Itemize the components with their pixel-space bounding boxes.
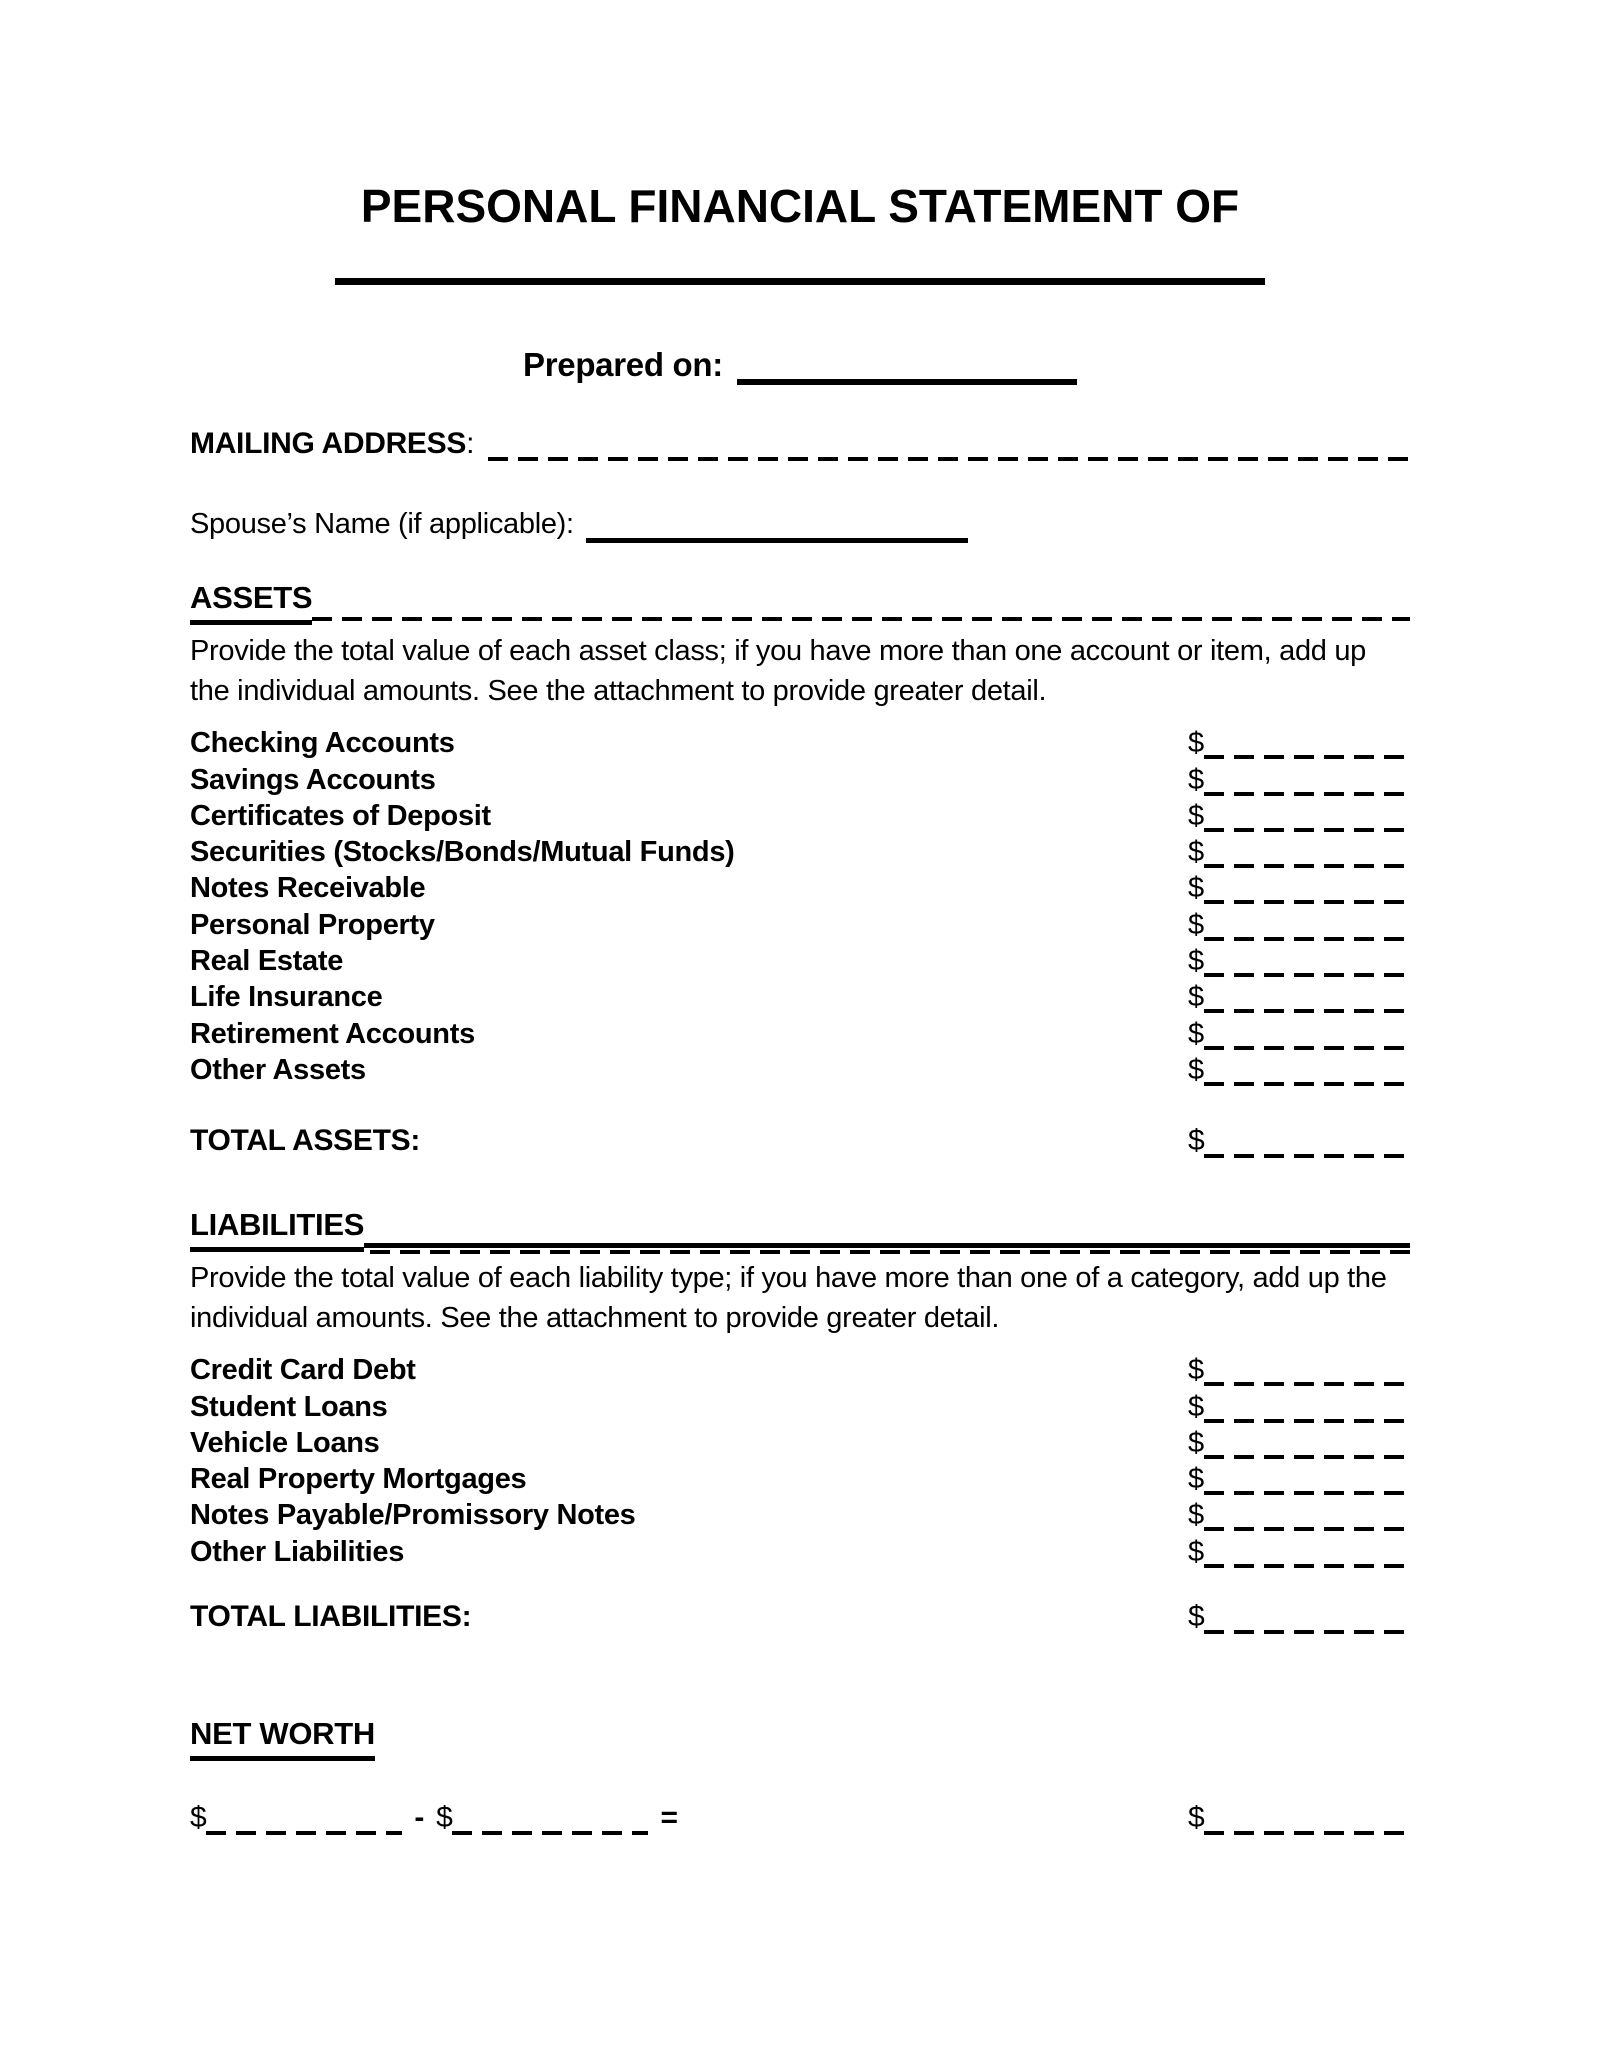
- liability-amount-blank[interactable]: [1204, 1427, 1410, 1461]
- liabilities-heading-label: LIABILITIES: [190, 1206, 364, 1252]
- assets-heading-rule: [312, 616, 1410, 621]
- net-worth-result-amount: [1188, 1799, 1410, 1837]
- asset-label: Notes Receivable: [190, 872, 426, 905]
- total-assets-blank[interactable]: [1204, 1126, 1410, 1160]
- dollar-sign: $: [1188, 908, 1204, 941]
- dollar-sign: $: [1188, 1053, 1204, 1086]
- liability-amount: [1188, 1461, 1410, 1497]
- dollar-sign: $: [1188, 799, 1204, 832]
- net-worth-equation-row: [190, 1799, 1410, 1837]
- asset-label: Life Insurance: [190, 981, 383, 1014]
- dollar-sign: $: [1188, 1017, 1204, 1050]
- asset-amount-blank[interactable]: [1204, 764, 1410, 798]
- asset-row: [190, 943, 1410, 979]
- liability-label: Other Liabilities: [190, 1535, 405, 1568]
- liability-row: [190, 1425, 1410, 1461]
- liability-amount: [1188, 1497, 1410, 1533]
- dollar-sign: $: [1188, 1599, 1205, 1633]
- liabilities-heading-rule: [364, 1243, 1410, 1248]
- liability-row: [190, 1533, 1410, 1569]
- total-liabilities-amount: [1188, 1598, 1410, 1636]
- dollar-sign: $: [1188, 872, 1204, 905]
- asset-label: Retirement Accounts: [190, 1017, 475, 1050]
- total-assets-label: TOTAL ASSETS:: [190, 1123, 421, 1157]
- asset-label: Savings Accounts: [190, 763, 436, 796]
- net-worth-result-blank[interactable]: [1204, 1803, 1410, 1837]
- asset-amount-blank[interactable]: [1204, 872, 1410, 906]
- dollar-sign: $: [1188, 981, 1204, 1014]
- liability-label: Student Loans: [190, 1390, 388, 1423]
- asset-row: [190, 1052, 1410, 1088]
- asset-amount-blank[interactable]: [1204, 945, 1410, 979]
- dollar-sign: $: [1188, 1800, 1205, 1834]
- asset-label: Other Assets: [190, 1053, 366, 1086]
- net-worth-heading-label: NET WORTH: [190, 1716, 375, 1761]
- asset-amount-blank[interactable]: [1204, 1018, 1410, 1052]
- asset-row: [190, 870, 1410, 906]
- asset-amount: [1188, 870, 1410, 906]
- liability-label: Vehicle Loans: [190, 1426, 380, 1459]
- mailing-address-blank[interactable]: [488, 427, 1410, 463]
- asset-label: Checking Accounts: [190, 727, 455, 760]
- total-liabilities-blank[interactable]: [1204, 1602, 1410, 1636]
- liabilities-description: Provide the total value of each liability type; if you have more than one of a category, add up the individual amounts. See the attachment to provide greater detail.: [190, 1261, 1387, 1334]
- asset-amount: [1188, 762, 1410, 798]
- asset-row: [190, 761, 1410, 797]
- asset-amount: [1188, 943, 1410, 979]
- liability-amount: [1188, 1389, 1410, 1425]
- mailing-address-label: MAILING ADDRESS: [190, 427, 467, 460]
- liability-row: [190, 1461, 1410, 1497]
- asset-amount: [1188, 725, 1410, 761]
- liability-row: [190, 1352, 1410, 1388]
- asset-amount-blank[interactable]: [1204, 909, 1410, 943]
- asset-amount-blank[interactable]: [1204, 1054, 1410, 1088]
- liability-row: [190, 1497, 1410, 1533]
- dollar-sign: $: [436, 1800, 453, 1834]
- asset-amount-blank[interactable]: [1204, 981, 1410, 1015]
- spouse-name-label: Spouse’s Name (if applicable):: [190, 508, 574, 540]
- liability-amount-blank[interactable]: [1204, 1354, 1410, 1388]
- liability-amount-blank[interactable]: [1204, 1499, 1410, 1533]
- asset-row: [190, 1015, 1410, 1051]
- total-assets-row: [190, 1122, 1410, 1160]
- asset-amount: [1188, 907, 1410, 943]
- asset-amount: [1188, 798, 1410, 834]
- total-liabilities-label: TOTAL LIABILITIES:: [190, 1599, 472, 1633]
- asset-amount: [1188, 979, 1410, 1015]
- liabilities-item-list: [190, 1352, 1410, 1570]
- mailing-address-row: [190, 425, 1410, 463]
- minus-sign: -: [414, 1800, 425, 1834]
- liability-amount-blank[interactable]: [1204, 1463, 1410, 1497]
- assets-item-list: [190, 725, 1410, 1088]
- asset-row: [190, 906, 1410, 942]
- dollar-sign: $: [1188, 1426, 1204, 1459]
- asset-amount-blank[interactable]: [1204, 836, 1410, 870]
- prepared-on-row: [190, 345, 1410, 385]
- liability-amount: [1188, 1534, 1410, 1570]
- asset-label: Real Estate: [190, 945, 344, 978]
- liabilities-section-heading: [190, 1206, 1410, 1252]
- dollar-sign: $: [1188, 1535, 1204, 1568]
- spouse-name-blank[interactable]: [586, 507, 968, 543]
- assets-heading-label: ASSETS: [190, 579, 312, 625]
- equals-sign: =: [660, 1800, 678, 1834]
- dollar-sign: $: [1188, 1123, 1205, 1157]
- liability-row: [190, 1388, 1410, 1424]
- asset-row: [190, 798, 1410, 834]
- dollar-sign: $: [1188, 727, 1204, 760]
- dollar-sign: $: [1188, 836, 1204, 869]
- liability-label: Credit Card Debt: [190, 1354, 416, 1387]
- net-worth-assets-blank[interactable]: [206, 1801, 402, 1837]
- asset-amount-blank[interactable]: [1204, 800, 1410, 834]
- asset-label: Certificates of Deposit: [190, 799, 491, 832]
- assets-section-heading: [190, 579, 1410, 625]
- spouse-name-row: [190, 505, 1410, 543]
- liability-label: Notes Payable/Promissory Notes: [190, 1499, 636, 1532]
- asset-amount-blank[interactable]: [1204, 727, 1410, 761]
- dollar-sign: $: [1188, 1390, 1204, 1423]
- asset-label: Securities (Stocks/Bonds/Mutual Funds): [190, 836, 735, 869]
- asset-label: Personal Property: [190, 908, 435, 941]
- liability-amount: [1188, 1352, 1410, 1388]
- asset-amount: [1188, 1016, 1410, 1052]
- asset-row: [190, 725, 1410, 761]
- asset-amount: [1188, 1052, 1410, 1088]
- net-worth-liabilities-blank[interactable]: [452, 1801, 648, 1837]
- total-assets-amount: [1188, 1122, 1410, 1160]
- net-worth-section-heading: [190, 1716, 1410, 1761]
- dollar-sign: $: [1188, 945, 1204, 978]
- asset-amount: [1188, 834, 1410, 870]
- assets-description: Provide the total value of each asset class; if you have more than one account or item, add up the individual amounts. See the attachment to provide greater detail.: [190, 635, 1367, 707]
- title-name-blank[interactable]: [335, 278, 1265, 285]
- dollar-sign: $: [190, 1800, 207, 1834]
- prepared-on-label: Prepared on:: [523, 346, 723, 383]
- dollar-sign: $: [1188, 1463, 1204, 1496]
- page-title: PERSONAL FINANCIAL STATEMENT OF: [360, 180, 1240, 232]
- dollar-sign: $: [1188, 1499, 1204, 1532]
- liability-label: Real Property Mortgages: [190, 1463, 527, 1496]
- asset-row: [190, 979, 1410, 1015]
- liability-amount-blank[interactable]: [1204, 1391, 1410, 1425]
- mailing-address-colon: :: [466, 427, 475, 460]
- total-liabilities-row: [190, 1598, 1410, 1636]
- dollar-sign: $: [1188, 1354, 1204, 1387]
- liability-amount: [1188, 1425, 1410, 1461]
- prepared-on-blank[interactable]: [737, 347, 1077, 385]
- dollar-sign: $: [1188, 763, 1204, 796]
- liability-amount-blank[interactable]: [1204, 1536, 1410, 1570]
- asset-row: [190, 834, 1410, 870]
